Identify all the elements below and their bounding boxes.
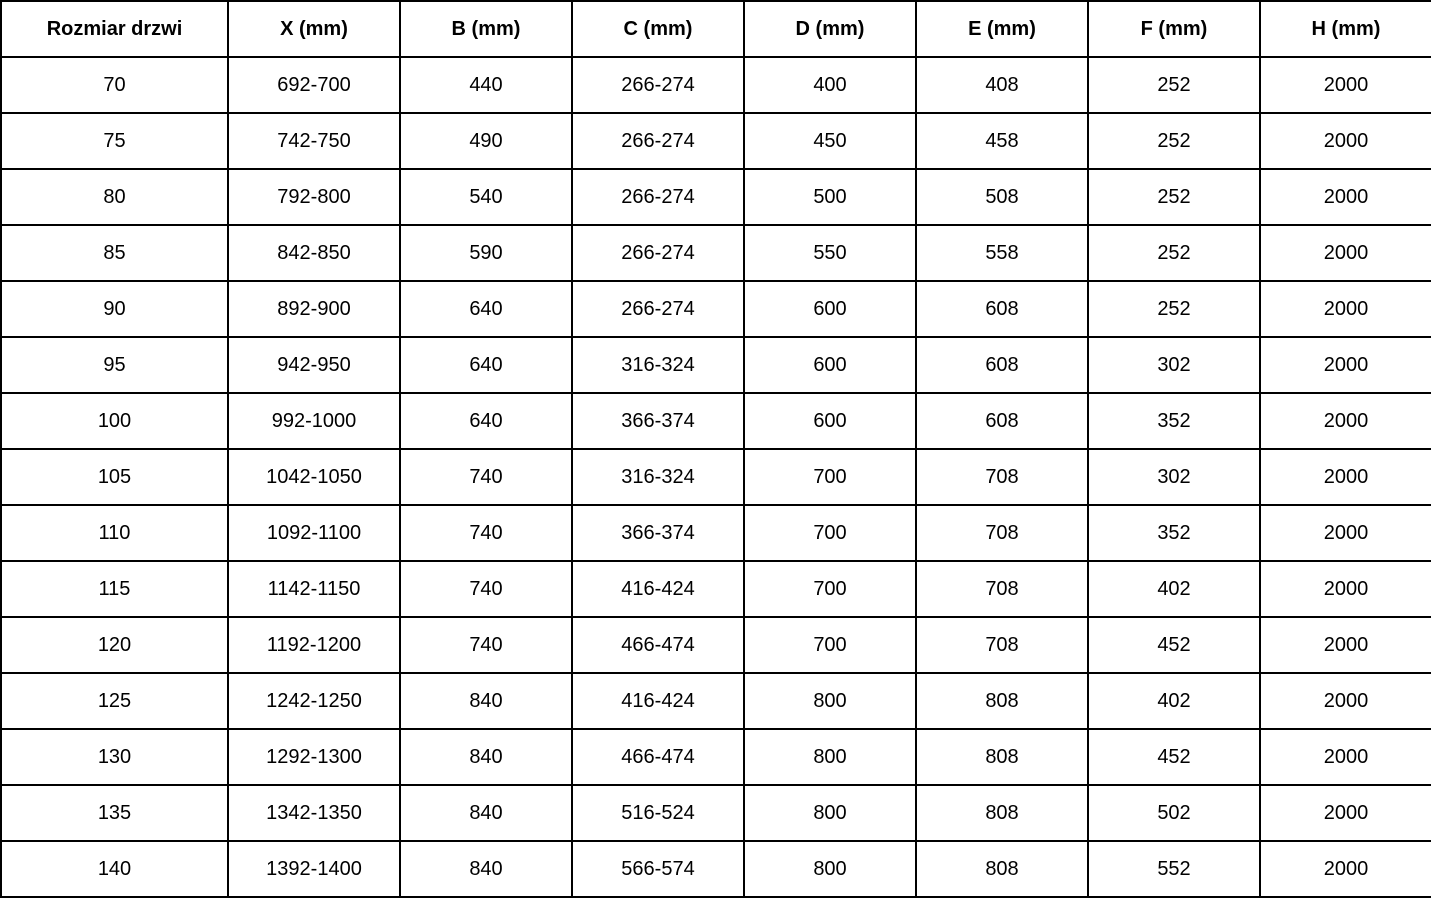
table-cell: 100: [1, 393, 228, 449]
table-cell: 450: [744, 113, 916, 169]
table-cell: 130: [1, 729, 228, 785]
table-row: [1, 449, 1431, 505]
table-row: [1, 505, 1431, 561]
table-cell: 316-324: [572, 337, 744, 393]
table-cell: 266-274: [572, 225, 744, 281]
table-cell: 708: [916, 561, 1088, 617]
table-cell: 742-750: [228, 113, 400, 169]
table-row: [1, 113, 1431, 169]
table-cell: 800: [744, 785, 916, 841]
table-cell: 120: [1, 617, 228, 673]
table-cell: 808: [916, 785, 1088, 841]
table-row: [1, 281, 1431, 337]
table-cell: 808: [916, 673, 1088, 729]
table-cell: 416-424: [572, 561, 744, 617]
table-cell: 140: [1, 841, 228, 897]
table-cell: 266-274: [572, 57, 744, 113]
table-cell: 252: [1088, 57, 1260, 113]
table-cell: 608: [916, 393, 1088, 449]
table-cell: 416-424: [572, 673, 744, 729]
table-cell: 708: [916, 449, 1088, 505]
table-row: [1, 393, 1431, 449]
table-cell: 892-900: [228, 281, 400, 337]
table-cell: 402: [1088, 673, 1260, 729]
table-cell: 792-800: [228, 169, 400, 225]
table-cell: 508: [916, 169, 1088, 225]
table-cell: 95: [1, 337, 228, 393]
table-cell: 640: [400, 337, 572, 393]
table-row: [1, 225, 1431, 281]
table-cell: 808: [916, 729, 1088, 785]
table-cell: 85: [1, 225, 228, 281]
table-cell: 402: [1088, 561, 1260, 617]
table-cell: 2000: [1260, 785, 1431, 841]
table-cell: 840: [400, 841, 572, 897]
table-cell: 516-524: [572, 785, 744, 841]
table-cell: 466-474: [572, 617, 744, 673]
table-cell: 266-274: [572, 169, 744, 225]
table-cell: 1292-1300: [228, 729, 400, 785]
table-cell: 1142-1150: [228, 561, 400, 617]
column-header: F (mm): [1088, 1, 1260, 57]
table-cell: 2000: [1260, 281, 1431, 337]
table-cell: 740: [400, 505, 572, 561]
table-cell: 408: [916, 57, 1088, 113]
table-cell: 135: [1, 785, 228, 841]
table-cell: 640: [400, 393, 572, 449]
table-cell: 302: [1088, 449, 1260, 505]
table-cell: 1242-1250: [228, 673, 400, 729]
table-row: [1, 617, 1431, 673]
table-cell: 2000: [1260, 729, 1431, 785]
table-cell: 558: [916, 225, 1088, 281]
table-cell: 700: [744, 561, 916, 617]
table-cell: 352: [1088, 505, 1260, 561]
table-body: [1, 57, 1431, 897]
table-cell: 266-274: [572, 281, 744, 337]
table-cell: 840: [400, 673, 572, 729]
table-cell: 2000: [1260, 449, 1431, 505]
table-cell: 458: [916, 113, 1088, 169]
table-cell: 70: [1, 57, 228, 113]
table-cell: 600: [744, 337, 916, 393]
table-cell: 500: [744, 169, 916, 225]
table-cell: 708: [916, 617, 1088, 673]
table-cell: 800: [744, 673, 916, 729]
table-cell: 452: [1088, 617, 1260, 673]
table-cell: 252: [1088, 225, 1260, 281]
table-cell: 800: [744, 729, 916, 785]
table-cell: 1342-1350: [228, 785, 400, 841]
column-header: D (mm): [744, 1, 916, 57]
table-cell: 316-324: [572, 449, 744, 505]
table-cell: 2000: [1260, 617, 1431, 673]
table-cell: 992-1000: [228, 393, 400, 449]
table-cell: 2000: [1260, 561, 1431, 617]
column-header: Rozmiar drzwi: [1, 1, 228, 57]
column-header: B (mm): [400, 1, 572, 57]
table-cell: 90: [1, 281, 228, 337]
table-row: [1, 729, 1431, 785]
table-cell: 352: [1088, 393, 1260, 449]
table-cell: 302: [1088, 337, 1260, 393]
table-cell: 490: [400, 113, 572, 169]
table-row: [1, 841, 1431, 897]
table-cell: 740: [400, 449, 572, 505]
table-header: [1, 1, 1431, 57]
table-cell: 266-274: [572, 113, 744, 169]
table-cell: 1192-1200: [228, 617, 400, 673]
table-cell: 252: [1088, 281, 1260, 337]
table-cell: 600: [744, 393, 916, 449]
table-cell: 740: [400, 617, 572, 673]
table-cell: 692-700: [228, 57, 400, 113]
table-cell: 708: [916, 505, 1088, 561]
table-cell: 75: [1, 113, 228, 169]
column-header: X (mm): [228, 1, 400, 57]
table-cell: 366-374: [572, 505, 744, 561]
table-cell: 2000: [1260, 673, 1431, 729]
table-cell: 840: [400, 729, 572, 785]
table-cell: 700: [744, 505, 916, 561]
table-cell: 552: [1088, 841, 1260, 897]
table-cell: 1392-1400: [228, 841, 400, 897]
table-cell: 110: [1, 505, 228, 561]
table-row: [1, 673, 1431, 729]
table-cell: 942-950: [228, 337, 400, 393]
table-cell: 105: [1, 449, 228, 505]
table-row: [1, 169, 1431, 225]
table-row: [1, 57, 1431, 113]
table-cell: 252: [1088, 113, 1260, 169]
table-cell: 2000: [1260, 113, 1431, 169]
table-cell: 452: [1088, 729, 1260, 785]
table-cell: 2000: [1260, 225, 1431, 281]
header-row: [1, 1, 1431, 57]
table-cell: 2000: [1260, 841, 1431, 897]
table-row: [1, 337, 1431, 393]
table-cell: 808: [916, 841, 1088, 897]
table-cell: 608: [916, 281, 1088, 337]
table-cell: 125: [1, 673, 228, 729]
table-cell: 2000: [1260, 57, 1431, 113]
table-cell: 1092-1100: [228, 505, 400, 561]
column-header: E (mm): [916, 1, 1088, 57]
table-cell: 80: [1, 169, 228, 225]
table-cell: 2000: [1260, 505, 1431, 561]
table-cell: 590: [400, 225, 572, 281]
column-header: C (mm): [572, 1, 744, 57]
column-header: H (mm): [1260, 1, 1431, 57]
table-cell: 2000: [1260, 337, 1431, 393]
table-cell: 550: [744, 225, 916, 281]
table-cell: 608: [916, 337, 1088, 393]
table-cell: 566-574: [572, 841, 744, 897]
table-cell: 440: [400, 57, 572, 113]
table-cell: 842-850: [228, 225, 400, 281]
table-cell: 466-474: [572, 729, 744, 785]
table-cell: 540: [400, 169, 572, 225]
table-cell: 115: [1, 561, 228, 617]
table-cell: 840: [400, 785, 572, 841]
table-cell: 800: [744, 841, 916, 897]
table-cell: 600: [744, 281, 916, 337]
table-cell: 640: [400, 281, 572, 337]
table-cell: 740: [400, 561, 572, 617]
table-cell: 700: [744, 617, 916, 673]
table-row: [1, 561, 1431, 617]
table-cell: 400: [744, 57, 916, 113]
table-cell: 502: [1088, 785, 1260, 841]
table-cell: 700: [744, 449, 916, 505]
table-row: [1, 785, 1431, 841]
table-cell: 252: [1088, 169, 1260, 225]
table-cell: 366-374: [572, 393, 744, 449]
table-cell: 1042-1050: [228, 449, 400, 505]
table-cell: 2000: [1260, 169, 1431, 225]
table-cell: 2000: [1260, 393, 1431, 449]
